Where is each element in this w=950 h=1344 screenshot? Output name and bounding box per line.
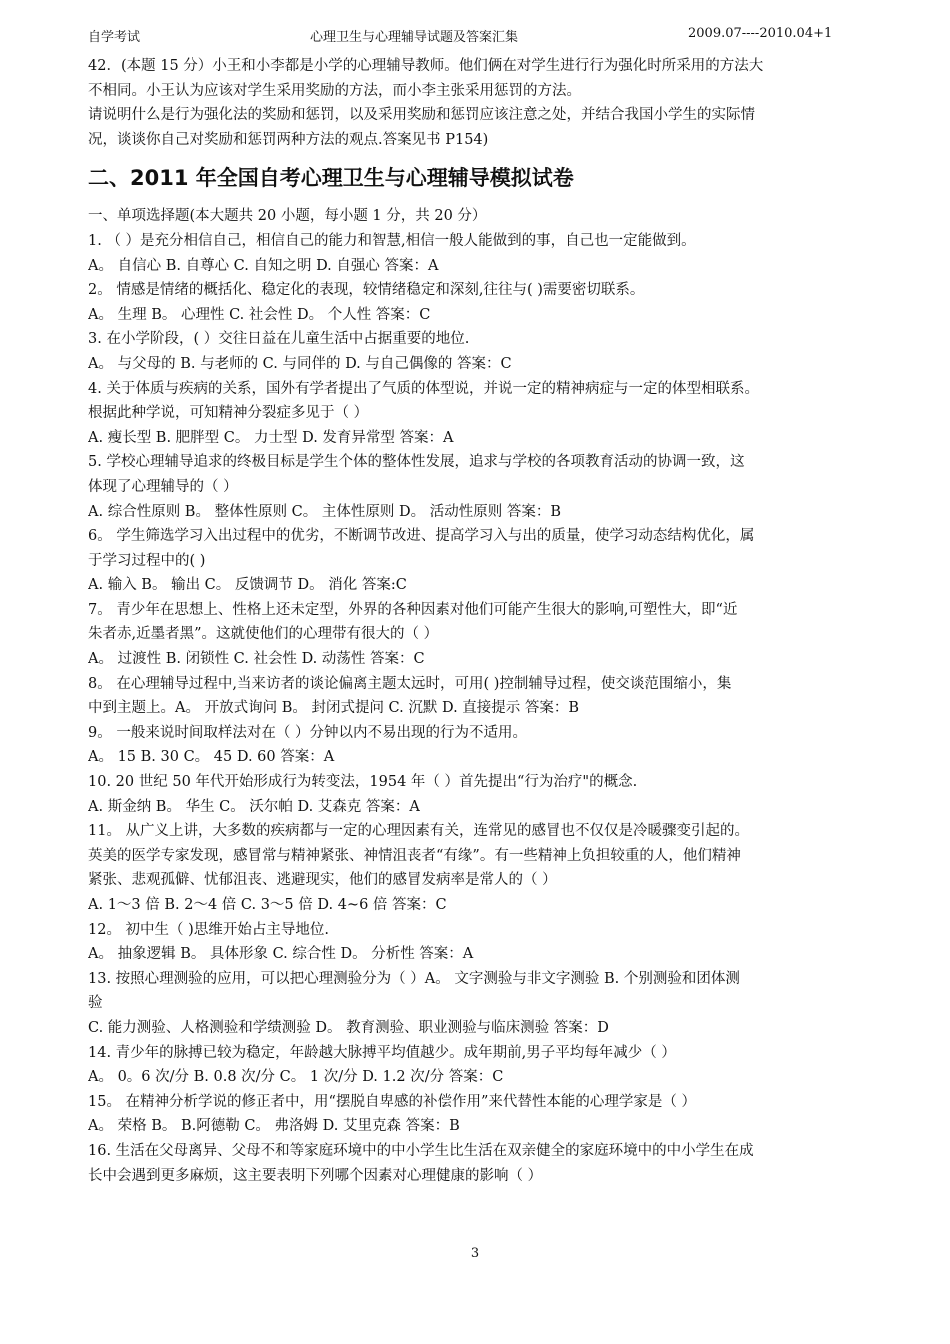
text-line: A. 输入 B。 输出 C。 反馈调节 D。 消化 答案:C bbox=[88, 577, 407, 594]
text-line: A。 过渡性 B. 闭锁性 C. 社会性 D. 动荡性 答案：C bbox=[88, 651, 425, 668]
text-line: 体现了心理辅导的（ ） bbox=[88, 478, 238, 495]
text-line: A。 抽象逻辑 B。 具体形象 C. 综合性 D。 分析性 答案：A bbox=[88, 946, 474, 963]
text-line: 于学习过程中的( ) bbox=[88, 552, 206, 569]
text-line: 英美的医学专家发现，感冒常与精神紧张、神情沮丧者“有缘”。有一些精神上负担较重的人，他们精神 bbox=[88, 847, 741, 864]
text-line: C. 能力测验、人格测验和学绩测验 D。 教育测验、职业测验与临床测验 答案：D bbox=[88, 1019, 609, 1036]
section-title: 二、2011 年全国自考心理卫生与心理辅导模拟试卷 bbox=[88, 166, 574, 191]
text-line: 长中会遇到更多麻烦，这主要表明下列哪个因素对心理健康的影响（ ） bbox=[88, 1167, 543, 1184]
text-line: A。 与父母的 B. 与老师的 C. 与同伴的 D. 与自己偶像的 答案：C bbox=[88, 355, 512, 372]
text-line: 朱者赤,近墨者黑”。这就使他们的心理带有很大的（ ） bbox=[88, 626, 439, 643]
header-right: 2009.07----2010.04+1 bbox=[688, 26, 833, 41]
text-line: 一、单项选择题(本大题共 20 小题，每小题 1 分，共 20 分） bbox=[88, 208, 487, 225]
text-line: 12。 初中生（ )思维开始占主导地位. bbox=[88, 921, 329, 938]
text-line: 15。 在精神分析学说的修正者中，用“摆脱自卑感的补偿作用”来代替性本能的心理学家是（ ） bbox=[88, 1093, 696, 1110]
text-line: 3. 在小学阶段，( ）交往日益在儿童生活中占据重要的地位. bbox=[88, 331, 470, 348]
page-header bbox=[88, 26, 878, 48]
text-line: 请说明什么是行为强化法的奖励和惩罚，以及采用奖励和惩罚应该注意之处，并结合我国小学生的实际情 bbox=[88, 107, 755, 124]
text-line: A。 生理 B。 心理性 C. 社会性 D。 个人性 答案：C bbox=[88, 306, 431, 323]
text-line: 5. 学校心理辅导追求的终极目标是学生个体的整体性发展，追求与学校的各项教育活动的协调一致，这 bbox=[88, 454, 745, 471]
header-center: 心理卫生与心理辅导试题及答案汇集 bbox=[310, 30, 519, 45]
question-42-block bbox=[88, 54, 878, 152]
page-number: 3 bbox=[470, 1246, 480, 1261]
text-line: 10. 20 世纪 50 年代开始形成行为转变法，1954 年（ ）首先提出“行为治疗"的概念. bbox=[88, 774, 638, 791]
text-line: A。 自信心 B. 自尊心 C. 自知之明 D. 自强心 答案：A bbox=[88, 257, 439, 274]
text-line: 8。 在心理辅导过程中,当来访者的谈论偏离主题太远时，可用( )控制辅导过程，使交谈范围缩小，集 bbox=[88, 675, 732, 692]
text-line: 7。 青少年在思想上、性格上还未定型，外界的各种因素对他们可能产生很大的影响,可塑性大，即“近 bbox=[88, 601, 738, 618]
text-line: 4. 关于体质与疾病的关系，国外有学者提出了气质的体型说，并说一定的精神病症与一定的体型相联系。 bbox=[88, 380, 759, 397]
text-line: 2。 情感是情绪的概括化、稳定化的表现，较情绪稳定和深刻,往往与( )需要密切联系。 bbox=[88, 282, 645, 299]
text-line: 1. （ ）是充分相信自己，相信自己的能力和智慧,相信一般人能做到的事，自己也一定能做到。 bbox=[88, 232, 696, 249]
text-line: 42．(本题 15 分）小王和小李都是小学的心理辅导教师。他们俩在对学生进行行为强化时所采用的方法大 bbox=[88, 58, 764, 74]
text-line: 验 bbox=[88, 995, 103, 1012]
text-line: 6。 学生筛选学习入出过程中的优劣，不断调节改进、提高学习入与出的质量，使学习动态结构优化，属 bbox=[88, 528, 755, 545]
text-line: A. 综合性原则 B。 整体性原则 C。 主体性原则 D。 活动性原则 答案：B bbox=[88, 503, 561, 520]
header-left: 自学考试 bbox=[88, 30, 141, 45]
text-line: A. 斯金纳 B。 华生 C。 沃尔帕 D. 艾森克 答案：A bbox=[88, 798, 420, 815]
text-line: A。 0。6 次/分 B. 0.8 次/分 C。 1 次/分 D. 1.2 次/分 答案：C bbox=[88, 1069, 504, 1086]
text-line: 11。 从广义上讲，大多数的疾病都与一定的心理因素有关，连常见的感冒也不仅仅是冷暖骤变引起的。 bbox=[88, 823, 750, 840]
text-line: 14. 青少年的脉搏已较为稳定，年龄越大脉搏平均值越少。成年期前,男子平均每年减少（ ） bbox=[88, 1044, 676, 1061]
text-line: 16. 生活在父母离异、父母不和等家庭环境中的中小学生比生活在双亲健全的家庭环境中的中小学生在成 bbox=[88, 1142, 754, 1159]
text-line: 9。 一般来说时间取样法对在（ ）分钟以内不易出现的行为不适用。 bbox=[88, 724, 527, 741]
exam-questions-block bbox=[88, 204, 878, 1188]
text-line: 中到主题上。A。 开放式询问 B。 封闭式提问 C. 沉默 D. 直接提示 答案：B bbox=[88, 700, 580, 717]
text-line: 不相同。小王认为应该对学生采用奖励的方法，而小李主张采用惩罚的方法。 bbox=[88, 82, 581, 99]
text-line: 况，谈谈你自己对奖励和惩罚两种方法的观点.答案见书 P154) bbox=[88, 131, 489, 148]
text-line: 根据此种学说，可知精神分裂症多见于（ ） bbox=[88, 405, 369, 422]
text-line: 紧张、悲观孤僻、忧郁沮丧、逃避现实，他们的感冒发病率是常人的（ ） bbox=[88, 872, 557, 889]
text-line: A。 荣格 B。 B.阿德勒 C。 弗洛姆 D. 艾里克森 答案：B bbox=[88, 1118, 460, 1135]
text-line: A. 瘦长型 B. 肥胖型 C。 力士型 D. 发育异常型 答案：A bbox=[88, 429, 454, 446]
text-line: 13. 按照心理测验的应用，可以把心理测验分为（ ）A。 文字测验与非文字测验 B. 个别测验和团体测 bbox=[88, 970, 740, 987]
text-line: A. 1～3 倍 B. 2～4 倍 C. 3～5 倍 D. 4~6 倍 答案：C bbox=[88, 897, 447, 913]
text-line: A。 15 B. 30 C。 45 D. 60 答案：A bbox=[88, 749, 335, 766]
page-content bbox=[88, 54, 878, 1188]
